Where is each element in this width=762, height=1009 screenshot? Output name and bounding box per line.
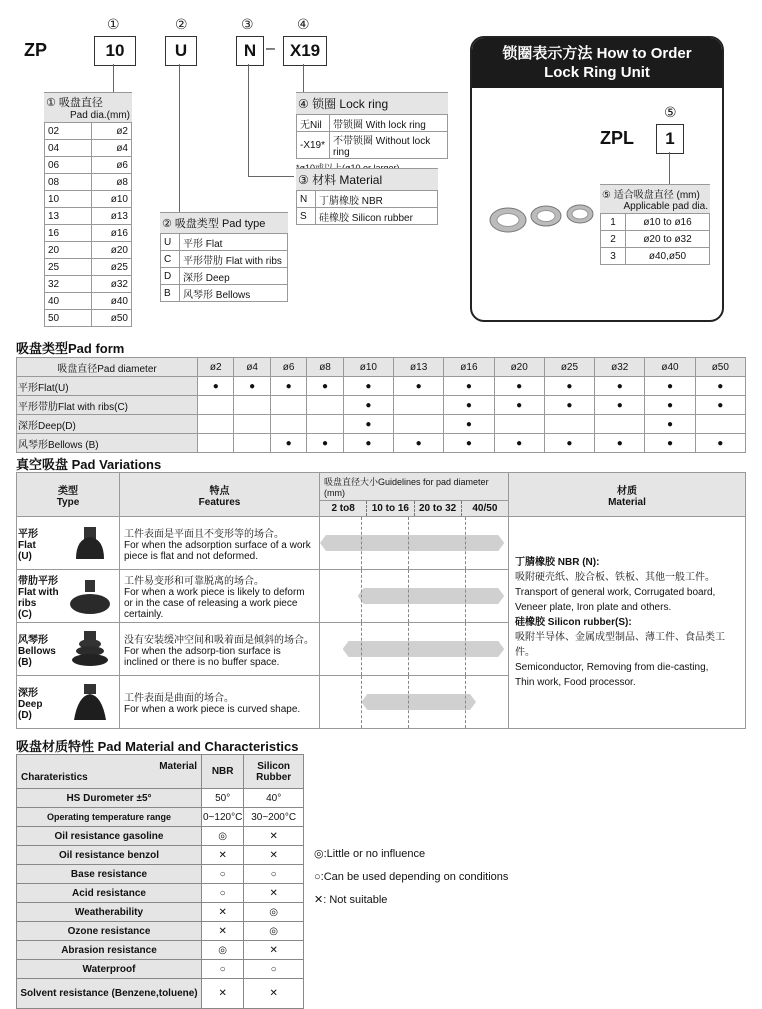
mat-row-label: Base resistance xyxy=(17,865,202,884)
mat-row-label: Waterproof xyxy=(17,960,202,979)
pad-type-value: 平形 Flat xyxy=(180,234,288,251)
pv-col-guide: 吸盘直径大小Guidelines for pad diameter (mm) xyxy=(320,473,508,501)
lru-row xyxy=(601,231,710,248)
pv-feature-cell xyxy=(120,570,320,623)
pv-guide-cell xyxy=(320,676,509,729)
pad-form-mark: ● xyxy=(343,396,393,415)
pad-dia-row xyxy=(45,310,132,327)
lru-value: ø40,ø50 xyxy=(626,248,710,265)
mat-row xyxy=(17,979,304,1009)
pad-form-size: ø4 xyxy=(234,358,270,377)
code-box-material: N xyxy=(236,36,264,66)
pad-form-mark: ● xyxy=(544,377,594,396)
mat-nbr-value: ○ xyxy=(202,884,244,903)
pad-form-size: ø32 xyxy=(595,358,645,377)
mat-row-label: Abrasion resistance xyxy=(17,941,202,960)
lru-code: 2 xyxy=(601,231,626,248)
circle-3: ③ xyxy=(241,16,254,32)
pad-dia-code: 10 xyxy=(45,191,92,208)
legend-text: : Not suitable xyxy=(323,894,388,906)
pv-type-cn: 深形 xyxy=(18,687,38,699)
pad-form-header-label: 吸盘直径Pad diameter xyxy=(17,358,198,377)
pv-col-mat-en: Material xyxy=(608,496,646,508)
pad-form-mark xyxy=(544,415,594,434)
pv-material-line: Transport of general work, Corrugated board, xyxy=(515,587,716,598)
lock-ring-value: 带锁圈 With lock ring xyxy=(330,115,448,132)
mat-silicon-value: ◎ xyxy=(244,903,304,922)
pv-type-cn: 带肋平形 xyxy=(18,576,58,587)
pad-form-mark: ● xyxy=(343,377,393,396)
mat-nbr-value: ✕ xyxy=(202,922,244,941)
lru-title-en: Applicable pad dia. xyxy=(623,201,708,212)
pad-type-table xyxy=(160,212,288,302)
pad-form-mark: ● xyxy=(494,377,544,396)
pad-dia-row xyxy=(45,123,132,140)
pad-form-row xyxy=(17,396,746,415)
pad-form-row xyxy=(17,415,746,434)
pad-dia-row xyxy=(45,242,132,259)
pad-form-mark: ● xyxy=(343,415,393,434)
pad-form-mark: ● xyxy=(198,377,234,396)
mat-row-label: Operating temperature range xyxy=(17,808,202,827)
pv-feature-en: For when a work piece is curved shape. xyxy=(124,704,301,715)
pv-range-bar xyxy=(320,535,504,551)
pad-dia-title-cn: ① 吸盘直径 xyxy=(46,97,103,109)
pad-form-mark: ● xyxy=(544,396,594,415)
pad-form-mark xyxy=(270,415,306,434)
code-box-type: U xyxy=(165,36,197,66)
pad-form-mark: ● xyxy=(444,377,494,396)
pv-col-mat-cn: 材质 xyxy=(617,485,637,497)
pad-form-size: ø6 xyxy=(270,358,306,377)
pv-material-line: 吸附半导体、金属成型制品、薄工件、食品类工件。 xyxy=(515,632,725,658)
mat-corner-bottom: Charateristics xyxy=(21,771,88,783)
mat-silicon-value: ✕ xyxy=(244,827,304,846)
mat-char-table xyxy=(16,754,304,1009)
mat-row xyxy=(17,884,304,903)
mat-row xyxy=(17,808,304,827)
pad-type-row xyxy=(161,234,288,251)
pv-type-cell xyxy=(17,570,120,623)
pad-form-size: ø40 xyxy=(645,358,695,377)
pad-dia-row xyxy=(45,225,132,242)
pad-dia-code: 02 xyxy=(45,123,92,140)
pad-type-value: 深形 Deep xyxy=(180,268,288,285)
pad-dia-value: ø50 xyxy=(92,310,132,327)
lock-rings-image xyxy=(486,198,596,238)
pad-dia-code: 16 xyxy=(45,225,92,242)
pad-type-value: 平形带肋 Flat with ribs xyxy=(180,251,288,268)
lru-row xyxy=(601,214,710,231)
pad-dia-code: 06 xyxy=(45,157,92,174)
pad-dia-code: 50 xyxy=(45,310,92,327)
pad-form-mark xyxy=(394,396,444,415)
mat-col-header: NBR xyxy=(202,755,244,789)
pv-type-cell xyxy=(17,623,120,676)
pad-type-row xyxy=(161,251,288,268)
legend-symbol: ◎ xyxy=(314,848,324,860)
mat-row xyxy=(17,789,304,808)
pad-dia-code: 04 xyxy=(45,140,92,157)
pv-col-type-cn: 类型 xyxy=(58,485,78,497)
material-row xyxy=(297,208,438,225)
mat-nbr-value: ✕ xyxy=(202,903,244,922)
mat-row-label: HS Durometer ±5° xyxy=(17,789,202,808)
lru-prefix: ZPL xyxy=(600,128,634,148)
pad-form-size: ø10 xyxy=(343,358,393,377)
pad-form-mark: ● xyxy=(645,415,695,434)
pad-form-size: ø25 xyxy=(544,358,594,377)
pad-form-mark: ● xyxy=(695,377,745,396)
pad-form-mark xyxy=(234,434,270,453)
mat-row-label: Solvent resistance (Benzene,toluene) xyxy=(17,979,202,1009)
pad-dia-row xyxy=(45,157,132,174)
pad-var-table xyxy=(16,472,746,729)
pv-feature-cn: 没有安装缓冲空间和吸着面是倾斜的场合。 xyxy=(124,634,314,646)
pad-dia-row xyxy=(45,276,132,293)
pv-feature-en: For when the adsorp-tion surface is inclined or there is no buffer space. xyxy=(124,645,281,668)
pad-dia-title-en: Pad dia.(mm) xyxy=(69,110,130,121)
pad-dia-code: 40 xyxy=(45,293,92,310)
code-box-lockring: X19 xyxy=(283,36,327,66)
pad-dia-code: 25 xyxy=(45,259,92,276)
pad-form-row-name: 平形Flat(U) xyxy=(17,377,198,396)
pad-form-mark: ● xyxy=(645,377,695,396)
pad-form-mark: ● xyxy=(695,434,745,453)
pv-type-en: Flat xyxy=(18,539,36,551)
pad-form-size: ø50 xyxy=(695,358,745,377)
pad-dia-row xyxy=(45,191,132,208)
pv-feature-cell xyxy=(120,676,320,729)
pad-var-title: 真空吸盘 Pad Variations xyxy=(16,457,162,472)
pv-material-line: Veneer plate, Iron plate and others. xyxy=(515,602,672,613)
pv-guide-cell xyxy=(320,623,509,676)
pv-material-line: 丁腈橡胶 NBR (N): xyxy=(515,557,600,568)
pad-form-size: ø2 xyxy=(198,358,234,377)
pv-range-bar xyxy=(343,641,505,657)
pad-form-row-name: 平形带肋Flat with ribs(C) xyxy=(17,396,198,415)
lock-ring-row xyxy=(297,132,448,159)
lru-header-en2: Lock Ring Unit xyxy=(544,64,650,81)
lock-ring-table xyxy=(296,92,448,174)
pad-form-mark: ● xyxy=(343,434,393,453)
pad-form-mark xyxy=(494,415,544,434)
lru-code: 3 xyxy=(601,248,626,265)
mat-silicon-value: ✕ xyxy=(244,884,304,903)
pad-form-mark xyxy=(234,396,270,415)
legend-item xyxy=(314,866,508,889)
pad-form-mark xyxy=(595,415,645,434)
pad-dia-row xyxy=(45,293,132,310)
pad-dia-value: ø6 xyxy=(92,157,132,174)
pv-feature-cn: 工件易变形和可靠脱离的场合。 xyxy=(124,576,264,587)
pad-dia-table xyxy=(44,92,132,327)
pad-form-mark: ● xyxy=(394,434,444,453)
suction-pad-image xyxy=(68,576,112,616)
mat-corner xyxy=(17,755,202,789)
mat-silicon-value: ◎ xyxy=(244,922,304,941)
pad-form-mark xyxy=(234,415,270,434)
material-code: S xyxy=(297,208,316,225)
pad-form-header-row xyxy=(17,358,746,377)
pad-dia-value: ø13 xyxy=(92,208,132,225)
lru-header-cn: 锁圈表示方法 xyxy=(502,45,593,62)
legend-text: :Can be used depending on conditions xyxy=(320,871,509,883)
pv-type-en: Deep xyxy=(18,698,43,710)
mat-nbr-value: ✕ xyxy=(202,979,244,1009)
code-dash: – xyxy=(266,40,275,57)
order-prefix: ZP xyxy=(24,40,48,60)
mat-silicon-value: ✕ xyxy=(244,846,304,865)
lru-circle: ⑤ xyxy=(664,104,677,120)
pv-feature-cn: 工件表面是平面且不变形等的场合。 xyxy=(124,528,284,540)
pad-dia-row xyxy=(45,174,132,191)
lock-ring-code: 无Nil xyxy=(297,115,330,132)
suction-pad-image xyxy=(68,629,112,669)
circle-4: ④ xyxy=(297,16,310,32)
pv-col-feat-cn: 特点 xyxy=(209,485,230,497)
pad-dia-code: 08 xyxy=(45,174,92,191)
pv-type-code: (B) xyxy=(18,656,32,668)
pad-form-mark: ● xyxy=(645,396,695,415)
pv-range: 2 to8 xyxy=(320,501,367,516)
suction-pad-image xyxy=(68,682,112,722)
pad-form-row xyxy=(17,434,746,453)
pv-type-en: Bellows xyxy=(18,645,56,657)
lock-ring-title: ④ 锁圈 Lock ring xyxy=(296,92,448,114)
pad-form-mark: ● xyxy=(307,377,343,396)
pad-form-table xyxy=(16,357,746,453)
legend-item xyxy=(314,889,508,912)
mat-char-title: 吸盘材质特性 Pad Material and Characteristics xyxy=(16,739,299,754)
mat-row-label: Weatherability xyxy=(17,903,202,922)
pv-feature-cell xyxy=(120,623,320,676)
lock-ring-unit-panel xyxy=(470,36,724,322)
pad-form-size: ø20 xyxy=(494,358,544,377)
mat-silicon-value: ○ xyxy=(244,960,304,979)
pad-form-row-name: 风琴形Bellows (B) xyxy=(17,434,198,453)
mat-nbr-value: ◎ xyxy=(202,827,244,846)
lru-box: 1 xyxy=(656,124,684,154)
pad-dia-row xyxy=(45,259,132,276)
pv-material-line: Thin work, Food processor. xyxy=(515,677,636,688)
pv-row xyxy=(17,517,746,570)
pad-dia-row xyxy=(45,208,132,225)
lock-ring-code: -X19* xyxy=(297,132,330,159)
material-row xyxy=(297,191,438,208)
mat-row-label: Ozone resistance xyxy=(17,922,202,941)
mat-nbr-value: 0~120°C xyxy=(202,808,244,827)
mat-row-label: Acid resistance xyxy=(17,884,202,903)
mat-silicon-value: ✕ xyxy=(244,941,304,960)
circle-1: ① xyxy=(107,16,120,32)
pv-range: 10 to 16 xyxy=(367,501,414,516)
lru-value: ø10 to ø16 xyxy=(626,214,710,231)
pad-form-mark: ● xyxy=(307,434,343,453)
pad-form-mark: ● xyxy=(595,396,645,415)
pad-form-mark xyxy=(198,396,234,415)
pad-form-mark: ● xyxy=(645,434,695,453)
mat-silicon-value: 30~200°C xyxy=(244,808,304,827)
lru-value: ø20 to ø32 xyxy=(626,231,710,248)
pad-form-size: ø8 xyxy=(307,358,343,377)
pad-type-code: D xyxy=(161,268,180,285)
code-box-size: 10 xyxy=(94,36,136,66)
pad-dia-row xyxy=(45,140,132,157)
suction-pad-image xyxy=(68,523,112,563)
pv-material-line: Semiconductor, Removing from die-casting, xyxy=(515,662,709,673)
pad-form-mark: ● xyxy=(544,434,594,453)
pad-form-mark: ● xyxy=(444,434,494,453)
pad-form-size: ø16 xyxy=(444,358,494,377)
mat-legend xyxy=(314,843,508,912)
material-table xyxy=(296,168,438,225)
pv-feature-cell xyxy=(120,517,320,570)
pad-form-mark: ● xyxy=(444,415,494,434)
pv-col-feat-en: Features xyxy=(198,496,241,508)
mat-row xyxy=(17,941,304,960)
pad-form-title: 吸盘类型Pad form xyxy=(16,341,125,356)
pv-type-cn: 平形 xyxy=(18,528,38,540)
pv-type-code: (U) xyxy=(18,550,32,562)
pad-form-mark: ● xyxy=(234,377,270,396)
lru-row xyxy=(601,248,710,265)
pv-material-line: 硅橡胶 Silicon rubber(S): xyxy=(515,617,632,628)
pad-form-mark: ● xyxy=(494,434,544,453)
pad-dia-value: ø8 xyxy=(92,174,132,191)
material-title: ③ 材料 Material xyxy=(296,168,438,190)
pv-feature-en: For when the adsorption surface of a work piece is flat and not deformed. xyxy=(124,539,311,562)
pad-form-mark: ● xyxy=(444,396,494,415)
pad-type-value: 风琴形 Bellows xyxy=(180,285,288,302)
pad-type-row xyxy=(161,285,288,302)
mat-nbr-value: ○ xyxy=(202,865,244,884)
pv-guide-cell xyxy=(320,517,509,570)
pv-range: 40/50 xyxy=(472,503,498,514)
pad-type-code: C xyxy=(161,251,180,268)
pad-form-mark xyxy=(307,396,343,415)
pad-type-code: U xyxy=(161,234,180,251)
mat-row xyxy=(17,960,304,979)
mat-nbr-value: 50° xyxy=(202,789,244,808)
pad-dia-value: ø2 xyxy=(92,123,132,140)
pad-form-mark: ● xyxy=(270,434,306,453)
pv-type-cell xyxy=(17,676,120,729)
pv-feature-cn: 工件表面是曲面的场合。 xyxy=(124,693,234,704)
mat-silicon-value: ○ xyxy=(244,865,304,884)
pad-form-mark xyxy=(198,434,234,453)
pad-form-mark xyxy=(394,415,444,434)
pad-dia-code: 32 xyxy=(45,276,92,293)
mat-row xyxy=(17,865,304,884)
lru-code: 1 xyxy=(601,214,626,231)
pad-dia-code: 13 xyxy=(45,208,92,225)
pv-type-cn: 风琴形 xyxy=(18,634,48,646)
mat-nbr-value: ○ xyxy=(202,960,244,979)
material-value: 丁腈橡胶 NBR xyxy=(316,191,438,208)
legend-symbol: ○ xyxy=(314,871,321,883)
mat-corner-top: Material xyxy=(159,760,197,772)
mat-row xyxy=(17,903,304,922)
pv-material-line: 吸附硬壳纸、胶合板、铁板、其他一般工件。 xyxy=(515,572,715,583)
pad-form-mark: ● xyxy=(394,377,444,396)
lru-header-en1: How to Order xyxy=(596,45,692,62)
pad-form-mark xyxy=(695,415,745,434)
mat-silicon-value: ✕ xyxy=(244,979,304,1009)
pad-dia-value: ø20 xyxy=(92,242,132,259)
mat-header-row xyxy=(17,755,304,789)
mat-nbr-value: ✕ xyxy=(202,846,244,865)
material-code: N xyxy=(297,191,316,208)
pad-dia-value: ø16 xyxy=(92,225,132,242)
pv-range: 20 to 32 xyxy=(415,501,462,516)
pv-material-cell xyxy=(509,517,746,729)
pv-guide-cell xyxy=(320,570,509,623)
mat-row-label: Oil resistance gasoline xyxy=(17,827,202,846)
pad-dia-value: ø40 xyxy=(92,293,132,310)
pad-form-mark: ● xyxy=(595,377,645,396)
pad-dia-value: ø4 xyxy=(92,140,132,157)
pad-type-title: ② 吸盘类型 Pad type xyxy=(160,212,288,233)
pv-feature-en: For when a work piece is likely to deform or in the case of releasing a work piece certainly. xyxy=(124,587,305,620)
pv-type-cell xyxy=(17,517,120,570)
pad-form-mark: ● xyxy=(695,396,745,415)
pad-dia-value: ø32 xyxy=(92,276,132,293)
lock-ring-value: 不带锁圈 Without lock ring xyxy=(330,132,448,159)
pad-form-mark xyxy=(198,415,234,434)
pad-form-mark xyxy=(270,396,306,415)
mat-row-label: Oil resistance benzol xyxy=(17,846,202,865)
circle-2: ② xyxy=(175,16,188,32)
pad-dia-value: ø10 xyxy=(92,191,132,208)
pad-form-mark: ● xyxy=(595,434,645,453)
pad-form-row-name: 深形Deep(D) xyxy=(17,415,198,434)
pad-form-mark: ● xyxy=(494,396,544,415)
pad-form-row xyxy=(17,377,746,396)
lru-title-cn: ⑤ 适合吸盘直径 (mm) xyxy=(602,190,700,201)
pv-type-code: (D) xyxy=(18,709,32,721)
legend-text: :Little or no influence xyxy=(323,848,426,860)
pv-type-en: Flat with ribs xyxy=(18,587,59,609)
pad-type-row xyxy=(161,268,288,285)
mat-row xyxy=(17,827,304,846)
mat-silicon-value: 40° xyxy=(244,789,304,808)
material-value: 硅橡胶 Silicon rubber xyxy=(316,208,438,225)
mat-row xyxy=(17,846,304,865)
pv-range-bar xyxy=(361,694,476,710)
pad-form-mark: ● xyxy=(270,377,306,396)
legend-symbol: ✕ xyxy=(314,894,324,906)
pad-form-mark xyxy=(307,415,343,434)
pad-type-code: B xyxy=(161,285,180,302)
pad-dia-code: 20 xyxy=(45,242,92,259)
mat-row xyxy=(17,922,304,941)
lock-ring-row xyxy=(297,115,448,132)
mat-nbr-value: ◎ xyxy=(202,941,244,960)
pad-dia-value: ø25 xyxy=(92,259,132,276)
pv-range-bar xyxy=(358,588,505,604)
pv-type-code: (C) xyxy=(18,609,32,620)
pad-form-size: ø13 xyxy=(394,358,444,377)
pv-col-type-en: Type xyxy=(56,496,80,508)
legend-item xyxy=(314,843,508,866)
mat-col-header: Silicon Rubber xyxy=(244,755,304,789)
